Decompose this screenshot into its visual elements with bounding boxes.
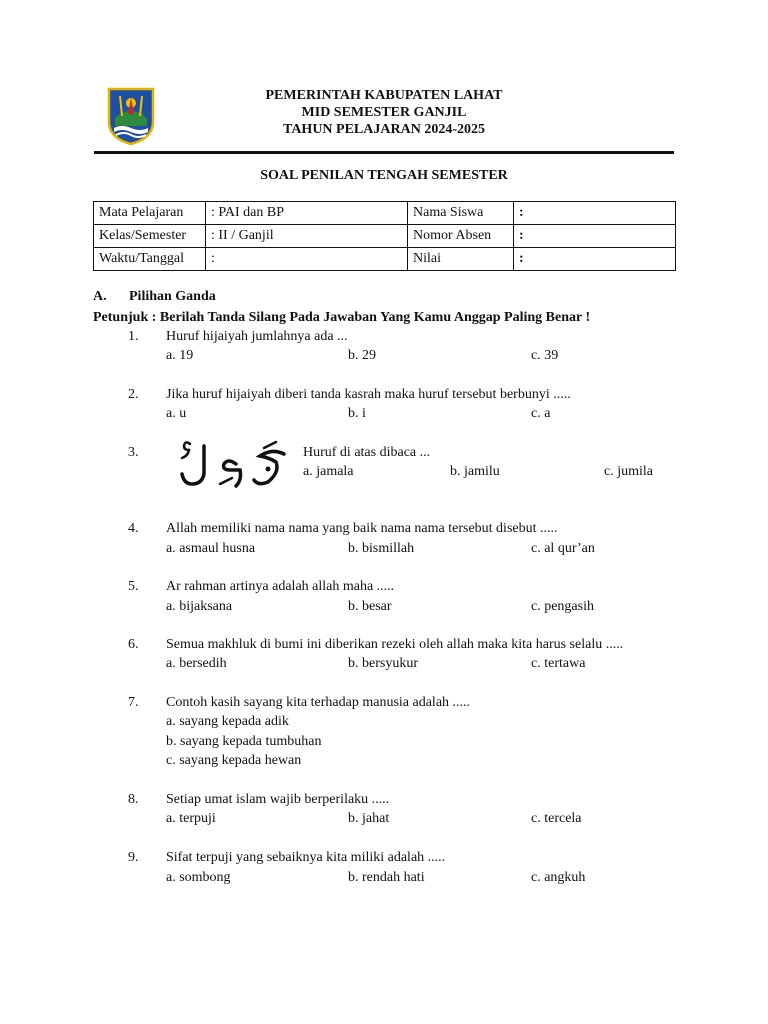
option-c[interactable]: c. tercela [531,811,582,826]
header-divider [94,151,674,154]
header-line-exam: MID SEMESTER GANJIL [301,105,467,120]
info-value: : II / Ganjil [206,225,408,248]
info-label: Waktu/Tanggal [94,248,206,271]
option-a[interactable]: a. bijaksana [166,599,233,614]
option-a[interactable]: a. sayang kepada adik [166,714,289,729]
question-text: Setiap umat islam wajib berperilaku ..... [166,792,390,807]
option-c[interactable]: c. 39 [531,348,559,363]
option-a[interactable]: a. u [166,406,187,421]
question-text: Semua makhluk di bumi ini diberikan rezeki oleh allah maka kita harus selalu ..... [166,637,624,652]
info-label: Nama Siswa [408,202,514,225]
info-value: : [514,225,676,248]
option-c[interactable]: c. al qur’an [531,541,595,556]
option-b[interactable]: b. jahat [348,811,390,826]
question-text: Sifat terpuji yang sebaiknya kita miliki adalah ..... [166,850,446,865]
option-b[interactable]: b. rendah hati [348,870,425,885]
arabic-letters-illustration [172,436,292,492]
option-a[interactable]: a. terpuji [166,811,216,826]
option-c[interactable]: c. sayang kepada hewan [166,753,302,768]
section-number: A. [93,289,107,304]
option-b[interactable]: b. i [348,406,366,421]
header-line-year: TAHUN PELAJARAN 2024-2025 [283,122,485,137]
option-a[interactable]: a. bersedih [166,656,227,671]
option-b[interactable]: b. 29 [348,348,376,363]
option-c[interactable]: c. jumila [604,464,653,479]
question-number: 2. [128,387,139,402]
option-a[interactable]: a. asmaul husna [166,541,256,556]
header-line-government: PEMERINTAH KABUPATEN LAHAT [265,88,503,103]
option-c[interactable]: c. tertawa [531,656,586,671]
table-row [94,248,676,271]
option-b[interactable]: b. bersyukur [348,656,418,671]
info-value: : [514,248,676,271]
table-row [94,202,676,225]
instruction: Petunjuk : Berilah Tanda Silang Pada Jawaban Yang Kamu Anggap Paling Benar ! [93,310,591,325]
question-text: Contoh kasih sayang kita terhadap manusia adalah ..... [166,695,471,710]
info-value: : PAI dan BP [206,202,408,225]
option-b[interactable]: b. besar [348,599,392,614]
question-number: 7. [128,695,139,710]
question-number: 1. [128,329,139,344]
info-value: : [206,248,408,271]
student-info-table [93,201,676,271]
question-number: 4. [128,521,139,536]
info-label: Nomor Absen [408,225,514,248]
option-c[interactable]: c. a [531,406,551,421]
question-number: 5. [128,579,139,594]
info-value: : [514,202,676,225]
question-text: Ar rahman artinya adalah allah maha ..... [166,579,395,594]
option-b[interactable]: b. jamilu [450,464,500,479]
question-text: Huruf di atas dibaca ... [303,445,431,460]
option-b[interactable]: b. sayang kepada tumbuhan [166,734,322,749]
section-title: Pilihan Ganda [129,289,216,304]
info-label: Nilai [408,248,514,271]
document-title: SOAL PENILAN TENGAH SEMESTER [260,168,508,183]
question-text: Allah memiliki nama nama yang baik nama nama tersebut disebut ..... [166,521,558,536]
option-b[interactable]: b. bismillah [348,541,415,556]
question-number: 9. [128,850,139,865]
question-number: 3. [128,445,139,460]
info-label: Mata Pelajaran [94,202,206,225]
info-label: Kelas/Semester [94,225,206,248]
option-c[interactable]: c. pengasih [531,599,594,614]
option-a[interactable]: a. 19 [166,348,194,363]
question-number: 8. [128,792,139,807]
section-heading [93,289,216,305]
question-text: Jika huruf hijaiyah diberi tanda kasrah maka huruf tersebut berbunyi ..... [166,387,571,402]
question-text: Huruf hijaiyah jumlahnya ada ... [166,329,348,344]
arabic-letters-image [172,436,292,497]
option-a[interactable]: a. sombong [166,870,231,885]
question-number: 6. [128,637,139,652]
table-row [94,225,676,248]
option-c[interactable]: c. angkuh [531,870,586,885]
option-a[interactable]: a. jamala [303,464,354,479]
